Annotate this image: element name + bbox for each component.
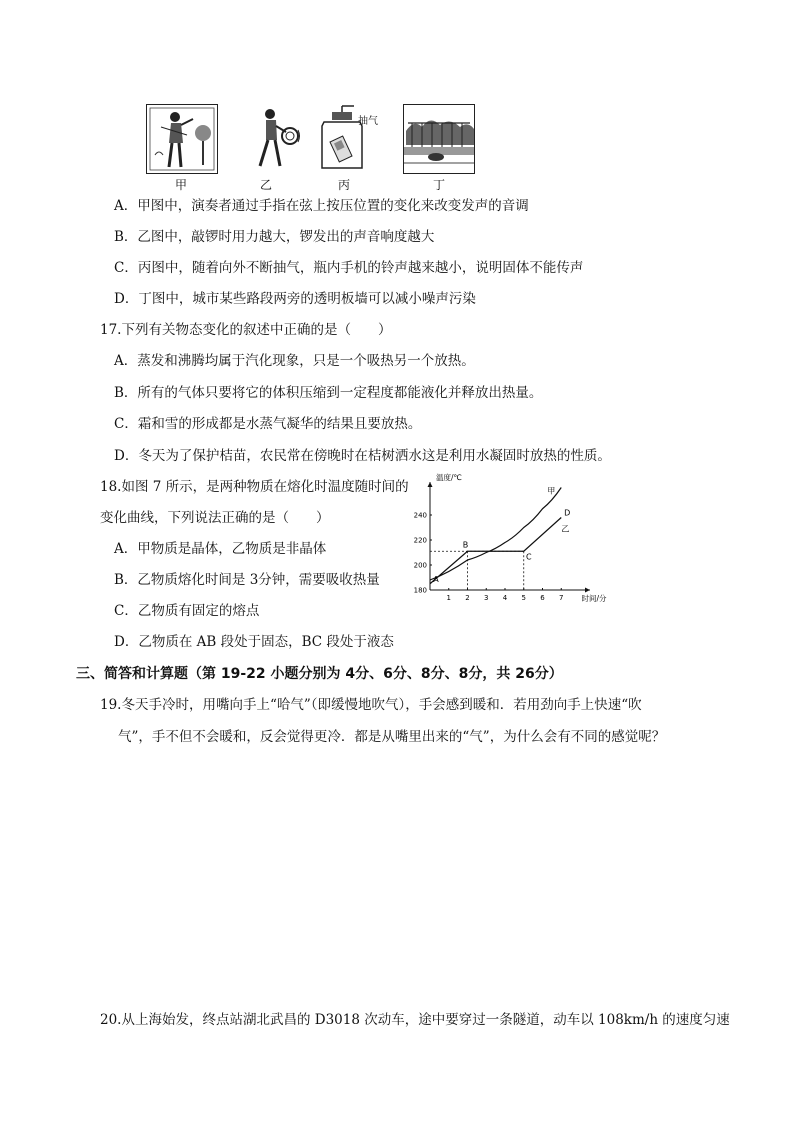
q18-option-d: D．乙物质在 AB 段处于固态，BC 段处于液态: [114, 634, 394, 650]
figure-bing-jar: [318, 104, 378, 172]
point-label-c: C: [525, 552, 532, 562]
q18-option-b: B．乙物质熔化时间是 3分钟，需要吸收热量: [114, 572, 380, 588]
q17-option-a: A．蒸发和沸腾均属于汽化现象，只是一个吸热另一个放热。: [114, 353, 475, 369]
series-line-yi: [430, 518, 561, 584]
figure-yi-gong: [246, 104, 302, 172]
x-axis-label: 时间/分: [581, 594, 607, 603]
y-axis-arrow: [428, 482, 433, 487]
x-axis-arrow: [585, 588, 590, 593]
point-label-b: B: [462, 540, 469, 550]
figure-label-ding: 丁: [432, 178, 445, 192]
x-tick-label: 1: [446, 594, 451, 602]
x-tick-label: 7: [559, 594, 564, 602]
x-tick-label: 4: [502, 594, 508, 602]
q17-option-c: C．霜和雪的形成都是水蒸气凝华的结果且要放热。: [114, 416, 422, 432]
x-tick-label: 6: [540, 594, 545, 602]
y-tick-label: 200: [413, 561, 427, 570]
q18-stem-line2: 变化曲线，下列说法正确的是（ ）: [100, 510, 330, 526]
series-name-jia: 甲: [547, 486, 556, 496]
q19-line1: 19.冬天手冷时，用嘴向手上“哈气”（即缓慢地吹气），手会感到暖和．若用劲向手上快速“吹: [100, 697, 642, 713]
x-tick-label: 5: [521, 594, 526, 602]
figure-label-yi: 乙: [259, 178, 272, 192]
x-tick-label: 2: [465, 594, 470, 602]
series-name-yi: 乙: [561, 524, 570, 534]
q20-line1: 20.从上海始发，终点站湖北武昌的 D3018 次动车，途中要穿过一条隧道，动车以 108km/h 的速度匀速: [100, 1012, 730, 1028]
point-label-a: A: [433, 574, 439, 584]
y-tick-label: 220: [413, 536, 427, 545]
q17-option-d: D．冬天为了保护桔苗，农民常在傍晚时在桔树洒水这是利用水凝固时放热的性质。: [114, 448, 611, 464]
point-label-d: D: [564, 508, 571, 518]
pump-label: 抽气: [358, 116, 378, 127]
q16-option-b: B．乙图中，敲锣时用力越大，锣发出的声音响度越大: [114, 229, 435, 245]
x-tick-label: 3: [484, 594, 489, 602]
q18-stem-line1: 18.如图 7 所示，是两种物质在熔化时温度随时间的: [100, 479, 409, 495]
q17-stem: 17.下列有关物态变化的叙述中正确的是（ ）: [100, 322, 392, 338]
figure-label-jia: 甲: [174, 178, 187, 192]
y-tick-label: 180: [413, 586, 427, 595]
q18-option-c: C．乙物质有固定的熔点: [114, 603, 260, 619]
y-axis-label: 温度/℃: [436, 473, 462, 482]
figure-ding-wall: [403, 104, 475, 174]
melting-curve-chart: [404, 473, 607, 608]
y-tick-label: 240: [413, 511, 427, 520]
q16-option-d: D．丁图中，城市某些路段两旁的透明板墙可以减小噪声污染: [114, 291, 476, 307]
q19-line2: 气”，手不但不会暖和，反会觉得更冷．都是从嘴里出来的“气”，为什么会有不同的感觉呢？: [118, 729, 666, 745]
q17-option-b: B．所有的气体只要将它的体积压缩到一定程度都能液化并释放出热量。: [114, 385, 543, 401]
figure-label-bing: 丙: [337, 178, 350, 192]
q18-option-a: A．甲物质是晶体，乙物质是非晶体: [114, 541, 327, 557]
figure-jia-violinist: [146, 104, 218, 174]
section-3-heading: 三、简答和计算题（第 19-22 小题分别为 4分、6分、8分、8分，共 26分）: [76, 666, 563, 682]
q16-option-c: C．丙图中，随着向外不断抽气，瓶内手机的铃声越来越小，说明固体不能传声: [114, 260, 584, 276]
q16-option-a: A．甲图中，演奏者通过手指在弦上按压位置的变化来改变发声的音调: [114, 198, 529, 214]
